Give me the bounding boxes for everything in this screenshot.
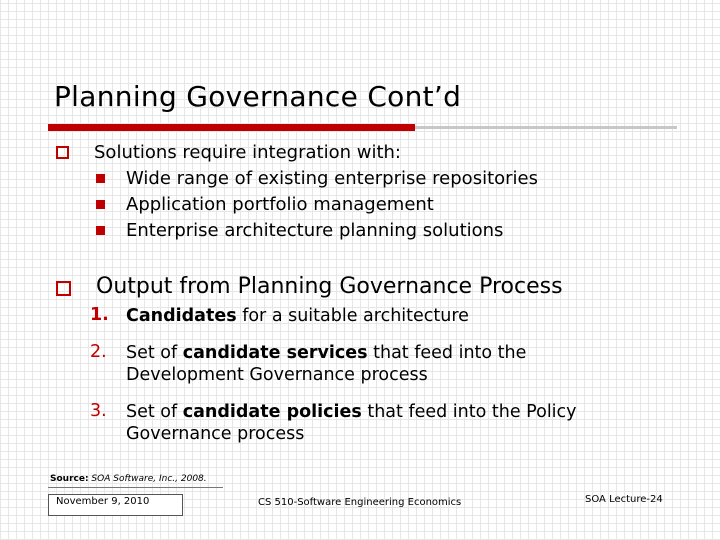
section1-item-1: Wide range of existing enterprise repositories xyxy=(126,168,538,189)
filled-square-bullet-icon xyxy=(96,174,105,183)
footer-date: November 9, 2010 xyxy=(56,496,150,507)
section2-item-3-line2: Governance process xyxy=(126,424,305,444)
section1-item-2: Application portfolio management xyxy=(126,194,434,215)
list-number-1: 1. xyxy=(90,305,109,325)
item-1-bold: Candidates xyxy=(126,306,237,326)
source-citation xyxy=(50,474,207,484)
section1-item-3: Enterprise architecture planning solutions xyxy=(126,220,504,241)
section2-item-2 xyxy=(126,342,526,364)
source-divider xyxy=(48,487,223,488)
source-text: SOA Software, Inc., 2008. xyxy=(88,474,207,484)
section2-item-3 xyxy=(126,401,577,423)
item-3-bold: candidate policies xyxy=(182,402,362,422)
hollow-square-bullet-icon xyxy=(56,281,71,296)
section1-heading: Solutions require integration with: xyxy=(94,142,401,163)
section2-heading: Output from Planning Governance Process xyxy=(96,274,563,299)
hollow-square-bullet-icon xyxy=(56,146,69,159)
item-1-rest: for a suitable architecture xyxy=(236,306,469,326)
item-2-rest: that feed into the xyxy=(367,343,527,363)
item-2-pre: Set of xyxy=(126,343,183,363)
footer-course: CS 510-Software Engineering Economics xyxy=(258,497,462,508)
source-label: Source: xyxy=(50,474,89,484)
title-underline-gray xyxy=(415,126,677,129)
list-number-3: 3. xyxy=(90,401,107,421)
footer-lecture: SOA Lecture-24 xyxy=(585,494,663,505)
filled-square-bullet-icon xyxy=(96,226,105,235)
footer-date-box xyxy=(48,494,183,516)
item-3-pre: Set of xyxy=(126,402,183,422)
section2-item-1 xyxy=(126,305,469,327)
item-3-rest: that feed into the Policy xyxy=(361,402,577,422)
section2-item-2-line2: Development Governance process xyxy=(126,365,428,385)
slide-title: Planning Governance Cont’d xyxy=(54,80,462,113)
title-underline-red xyxy=(48,124,415,131)
filled-square-bullet-icon xyxy=(96,200,105,209)
item-2-bold: candidate services xyxy=(182,343,368,363)
list-number-2: 2. xyxy=(90,342,107,362)
